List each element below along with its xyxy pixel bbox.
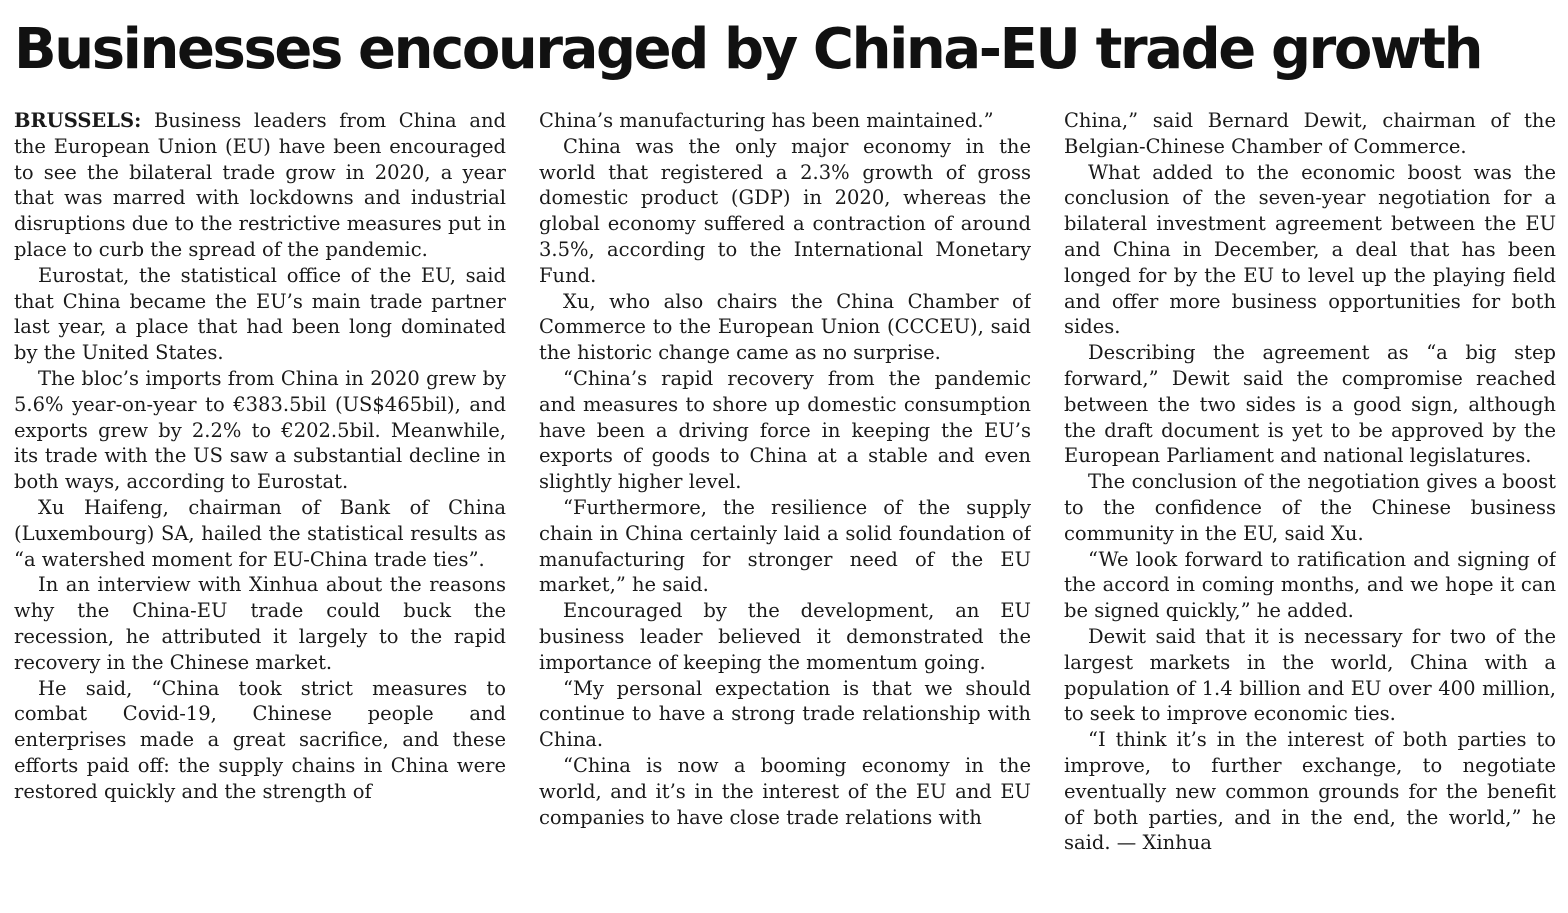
paragraph: “Furthermore, the resilience of the supply chain in China certainly laid a solid foundation of manufacturing for stronger need of the EU market,” he said. bbox=[539, 495, 1031, 597]
headline: Businesses encouraged by China-EU trade growth bbox=[14, 17, 1482, 82]
article-column-2 bbox=[539, 108, 1031, 898]
paragraph: He said, “China took strict measures to combat Covid-19, Chinese people and enterprises made a great sacrifice, and these efforts paid off: the supply chains in China were restored quickly and the strength of bbox=[14, 676, 506, 803]
dateline: BRUSSELS: bbox=[14, 109, 142, 132]
paragraph: The bloc’s imports from China in 2020 grew by 5.6% year-on-year to €383.5bil (US$465bil), and exports grew by 2.2% to €202.5bil. Meanwhile, its trade with the US saw a substantial decline in both ways, according to Eurostat. bbox=[14, 366, 506, 494]
article-column-1 bbox=[14, 108, 506, 898]
paragraph: What added to the economic boost was the conclusion of the seven-year negotiation for a bilateral investment agreement between the EU and China in December, a deal that has been longed for by the EU to level up the playing field and offer more business opportunities for both sides. bbox=[1064, 160, 1556, 339]
paragraph: Encouraged by the development, an EU business leader believed it demonstrated the importance of keeping the momentum going. bbox=[539, 599, 1031, 674]
paragraph: “China is now a booming economy in the world, and it’s in the interest of the EU and EU companies to have close trade relations with bbox=[539, 753, 1031, 829]
paragraph: China was the only major economy in the world that registered a 2.3% growth of gross domestic product (GDP) in 2020, whereas the global economy suffered a contraction of around 3.5%, according to the International Monetary Fund. bbox=[539, 134, 1031, 287]
paragraph: Xu Haifeng, chairman of Bank of China (Luxembourg) SA, hailed the statistical results as “a watershed moment for EU-China trade ties”. bbox=[14, 495, 506, 571]
paragraph: “China’s rapid recovery from the pandemic and measures to shore up domestic consumption have been a driving force in keeping the EU’s exports of goods to China at a stable and even slightly higher level. bbox=[539, 366, 1031, 494]
paragraph: Eurostat, the statistical office of the EU, said that China became the EU’s main trade partner last year, a place that had been long dominated by the United States. bbox=[14, 263, 506, 365]
paragraph: Dewit said that it is necessary for two of the largest markets in the world, China with a population of 1.4 billion and EU over 400 million, to seek to improve economic ties. bbox=[1064, 624, 1556, 726]
paragraph-text: Business leaders from China and the European Union (EU) have been encouraged to see the bilateral trade grow in 2020, a year that was marred with lockdowns and industrial disruptions due to the restrictive measures put in place to curb the spread of the pandemic. bbox=[14, 109, 506, 261]
paragraph: The conclusion of the negotiation gives a boost to the confidence of the Chinese business community in the EU, said Xu. bbox=[1064, 470, 1556, 545]
paragraph: China,” said Bernard Dewit, chairman of the Belgian-Chinese Chamber of Commerce. bbox=[1064, 109, 1556, 158]
article-column-3 bbox=[1064, 108, 1556, 898]
paragraph: “My personal expectation is that we should continue to have a strong trade relationship with China. bbox=[539, 676, 1031, 752]
paragraph bbox=[14, 108, 506, 263]
paragraph: Xu, who also chairs the China Chamber of Commerce to the European Union (CCCEU), said the historic change came as no surprise. bbox=[539, 289, 1031, 365]
paragraph: China’s manufacturing has been maintained.” bbox=[539, 109, 994, 132]
paragraph: In an interview with Xinhua about the reasons why the China-EU trade could buck the recession, he attributed it largely to the rapid recovery in the Chinese market. bbox=[14, 573, 506, 674]
paragraph: Describing the agreement as “a big step forward,” Dewit said the compromise reached between the two sides is a good sign, although the draft document is yet to be approved by the European Parliament and national legislatures. bbox=[1064, 341, 1556, 468]
paragraph: “We look forward to ratification and signing of the accord in coming months, and we hope it can be signed quickly,” he added. bbox=[1064, 547, 1556, 623]
paragraph: “I think it’s in the interest of both parties to improve, to further exchange, to negotiate eventually new common grounds for the benefit of both parties, and in the end, the world,” he said. — Xinhua bbox=[1064, 728, 1556, 855]
